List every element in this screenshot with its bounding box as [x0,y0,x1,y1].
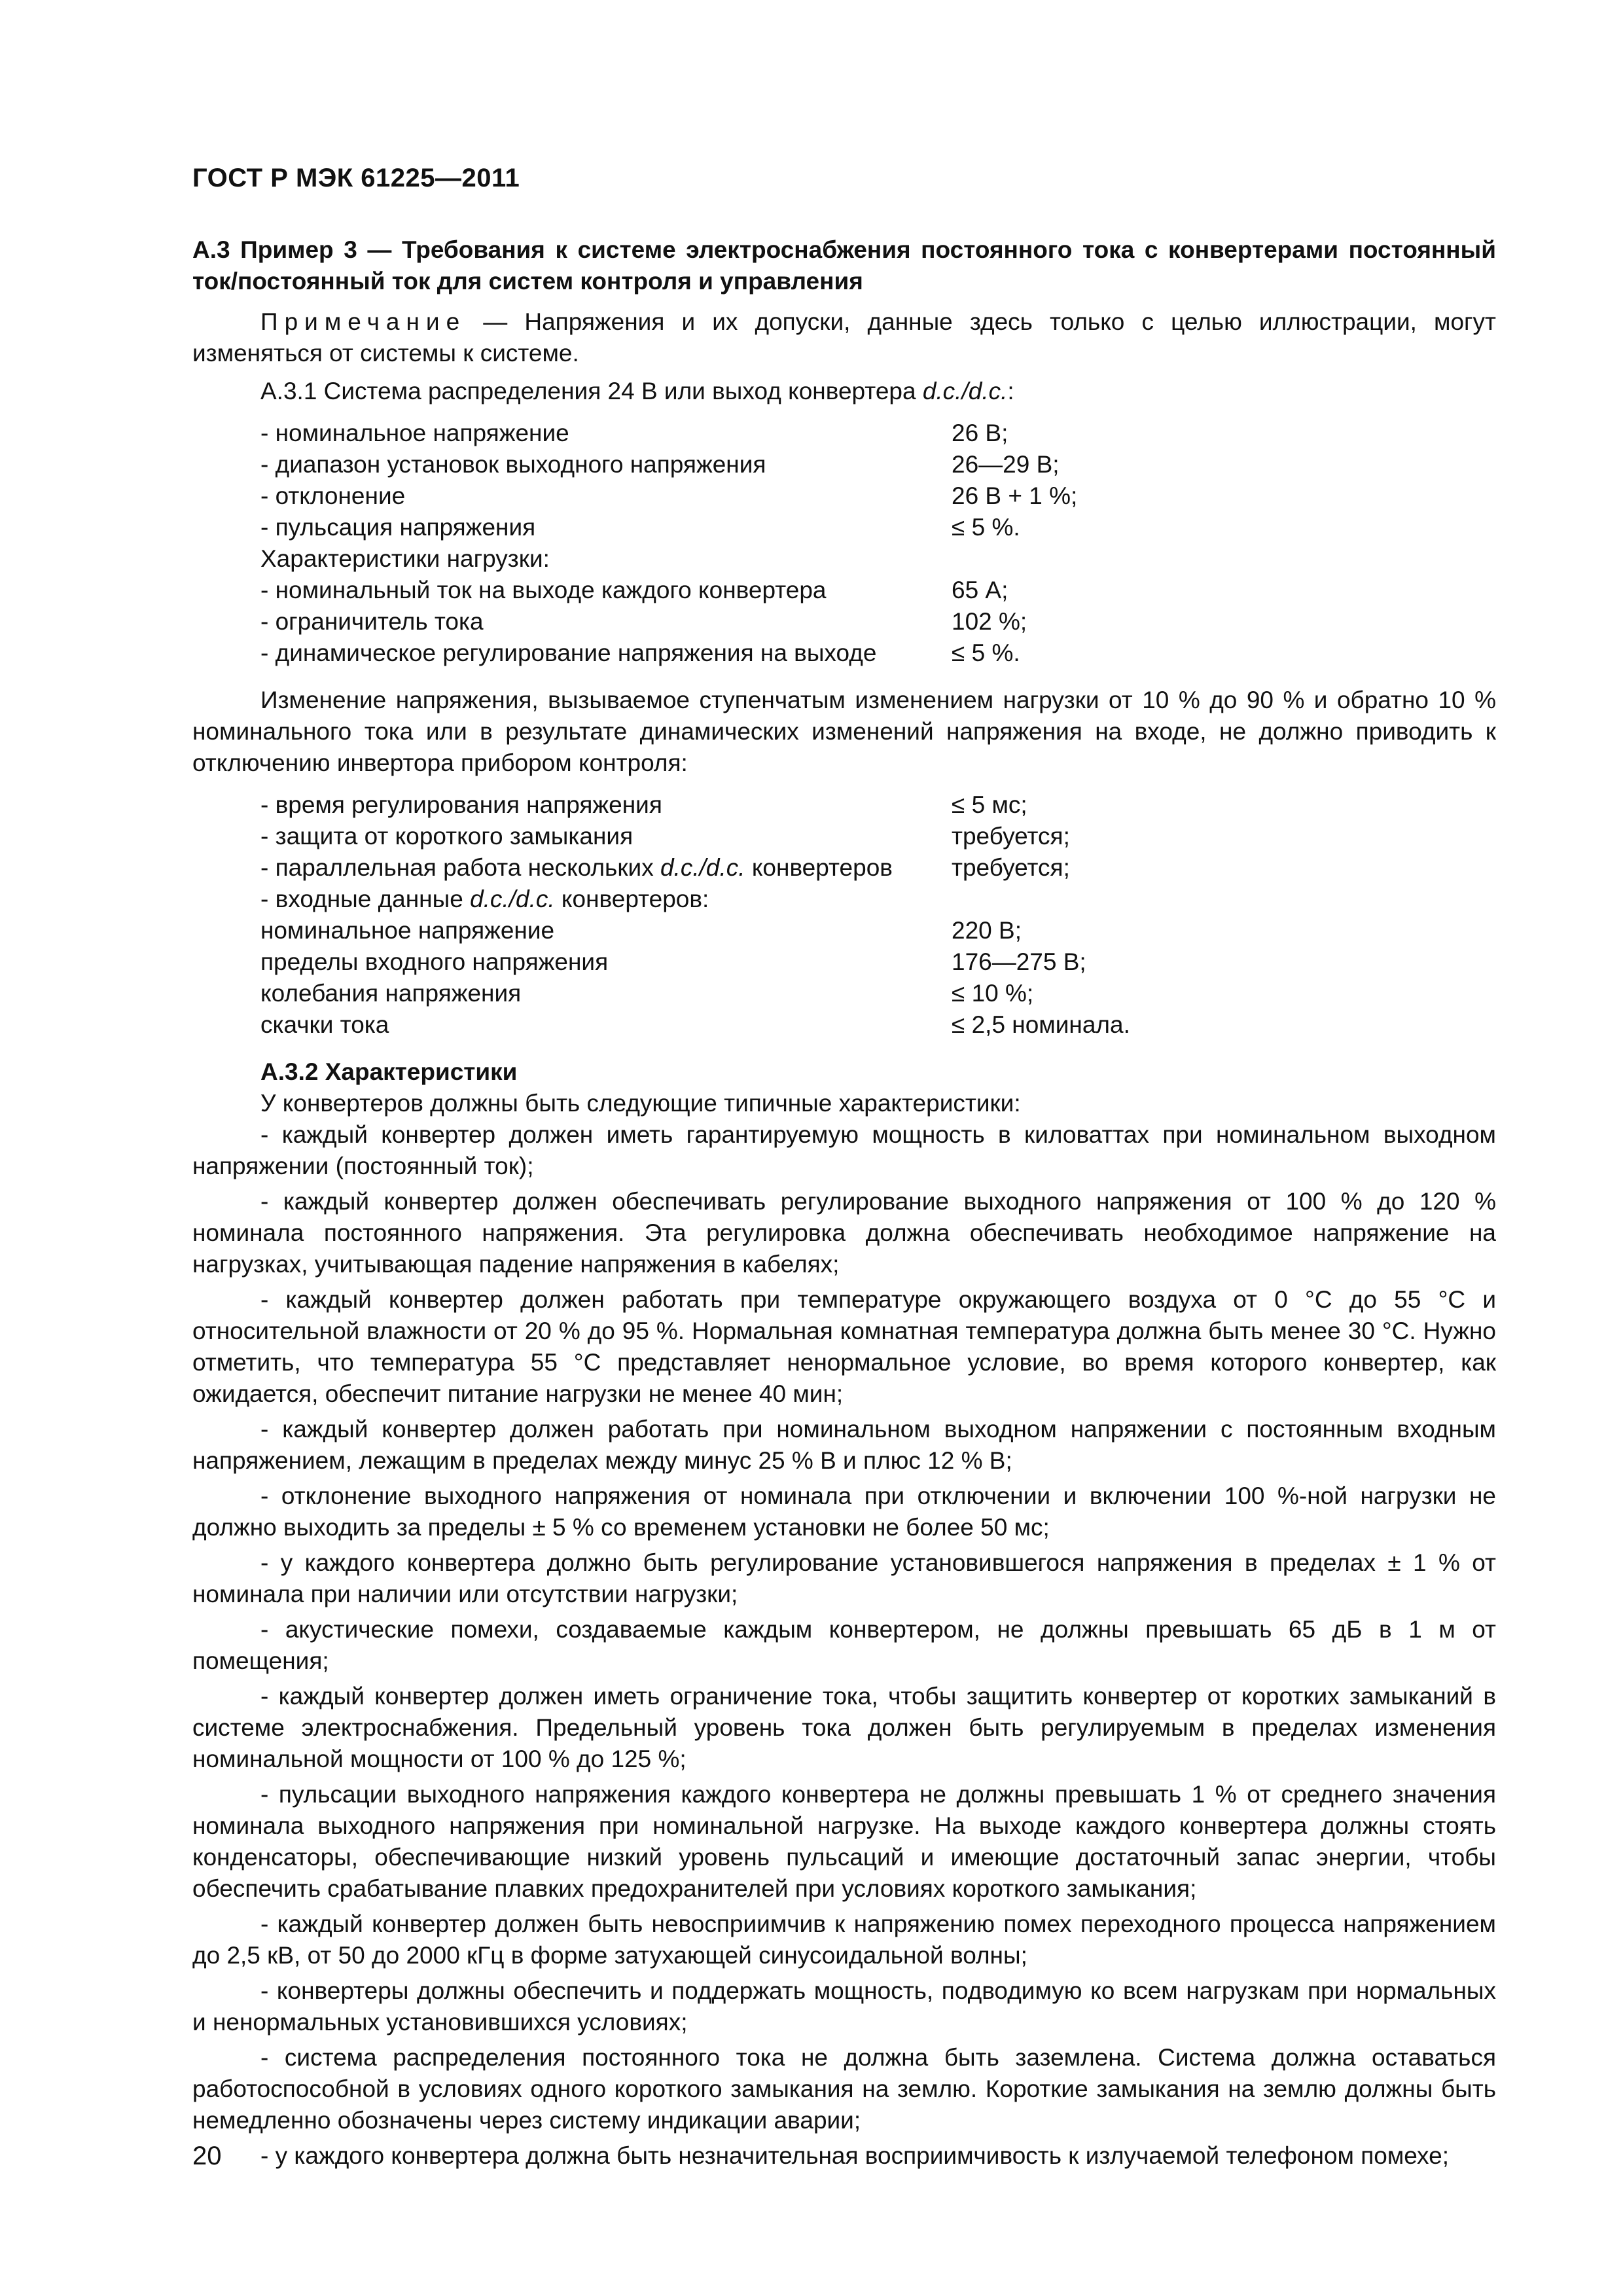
spec-label-part: - входные данные [260,886,471,912]
spec-label: - динамическое регулирование напряжения на выходе [260,639,877,666]
spec-row [192,418,1496,449]
note-paragraph [192,306,1496,369]
list-item: - каждый конвертер должен работать при номинальном выходном напряжении с постоянным входным напряжением, лежащим в пределах между минус 25 % В и плюс 12 % В; [192,1416,1496,1474]
spec-row [192,789,1496,821]
note-text: — Напряжения и их допуски, данные здесь только с целью иллюстрации, могут изменяться от системы к системе. [192,308,1496,367]
spec-value: ≤ 10 %; [952,980,1034,1007]
spec-row [192,512,1496,543]
section-heading: А.3 Пример 3 — Требования к системе электроснабжения постоянного тока с конвертерами постоянный ток/постоянный ток для систем контроля и управления [192,236,1496,295]
spec-label [192,884,952,915]
page-number: 20 [192,2142,222,2170]
list-item: - каждый конвертер должен иметь гарантируемую мощность в киловаттах при номинальном выходном напряжении (постоянный ток); [192,1121,1496,1179]
spec-row [192,821,1496,852]
spec-row [192,480,1496,512]
spec-label-italic: d.c./d.c. [470,886,555,912]
spec-label-part: конвертеров [745,854,893,881]
voltage-change-paragraph: Изменение напряжения, вызываемое ступенчатым изменением нагрузки от 10 % до 90 % и обратно 10 % номинального тока или в результате динамических изменений напряжения на входе, не должно приводить к отключению инвертора прибором контроля: [192,687,1496,776]
list-item: - конвертеры должны обеспечить и поддержать мощность, подводимую ко всем нагрузкам при нормальных и ненормальных установившихся условиях; [192,1977,1496,2036]
spec-row [192,606,1496,637]
spec-label: - номинальное напряжение [260,420,569,446]
spec-label-part: - параллельная работа нескольких [260,854,660,881]
characteristics-intro: У конвертеров должны быть следующие типичные характеристики: [260,1090,1021,1117]
spec-value: ≤ 5 %. [952,639,1020,666]
spec-row [192,449,1496,480]
spec-label: Характеристики нагрузки: [260,545,550,572]
note-lead: Примечание [260,308,467,335]
spec-value: 65 А; [952,577,1008,603]
spec-value: ≤ 5 мс; [952,791,1027,818]
list-item: - каждый конвертер должен обеспечивать регулирование выходного напряжения от 100 % до 120 % номинала постоянного напряжения. Эта регулировка должна обеспечивать необходимое напряжение на нагрузках, учитывающая падение напряжения в кабелях; [192,1188,1496,1278]
spec-label: - время регулирования напряжения [260,791,662,818]
spec-label: - защита от короткого замыкания [260,823,633,850]
spec-label: колебания напряжения [260,980,522,1007]
subsection-heading: А.3.2 Характеристики [260,1058,518,1085]
list-item: - каждый конвертер должен работать при температуре окружающего воздуха от 0 °С до 55 °С и относительной влажности от 20 % до 95 %. Нормальная комнатная температура должна быть менее 30 °С. Нужно отметить, что температура 55 °С представляет ненормальное условие, во время которого конвертер, как ожидается, обеспечит питание нагрузки не менее 40 мин; [192,1286,1496,1407]
page-body [192,234,1496,2176]
a31-intro [192,376,1496,407]
list-item: - отклонение выходного напряжения от номинала при отключении и включении 100 %-ной нагрузки не должно выходить за пределы ± 5 % со временем установки не более 50 мс; [192,1482,1496,1541]
list-item: - у каждого конвертера должно быть регулирование установившегося напряжения в пределах ± 1 % от номинала при наличии или отсутствии нагрузки; [192,1549,1496,1607]
spec-label: скачки тока [260,1011,389,1038]
spec-label-italic: d.c./d.c. [660,854,745,881]
spec-value: 220 В; [952,917,1022,944]
a31-intro-italic: d.c./d.c. [922,378,1008,404]
spec-list-regulation [192,789,1496,1041]
spec-label: номинальное напряжение [260,917,555,944]
spec-list-output [192,418,1496,669]
spec-value: требуется; [952,823,1070,850]
spec-label-part: конвертеров: [554,886,709,912]
list-item: - у каждого конвертера должна быть незначительная восприимчивость к излучаемой телефоном помехе; [260,2142,1449,2169]
spec-row [192,978,1496,1009]
spec-label: - номинальный ток на выходе каждого конвертера [260,577,827,603]
spec-value: требуется; [952,854,1070,881]
spec-value: 26 В + 1 %; [952,482,1078,509]
spec-label: - диапазон установок выходного напряжения [260,451,766,478]
spec-label: - отклонение [260,482,406,509]
spec-row [192,637,1496,669]
spec-row [192,946,1496,978]
spec-value: ≤ 5 %. [952,514,1020,541]
a31-intro-end: : [1007,378,1014,404]
spec-row [192,575,1496,606]
list-item: - система распределения постоянного тока не должна быть заземлена. Система должна оставаться работоспособной в условиях одного короткого замыкания на землю. Короткие замыкания на землю должны быть немедленно обозначены через систему индикации аварии; [192,2044,1496,2134]
spec-row [192,852,1496,884]
list-item: - каждый конвертер должен быть невосприимчив к напряжению помех переходного процесса напряжением до 2,5 кВ, от 50 до 2000 кГц в форме затухающей синусоидальной волны; [192,1910,1496,1969]
spec-label: - ограничитель тока [260,608,484,635]
spec-value [952,543,1496,575]
spec-row [192,915,1496,946]
list-item: - пульсации выходного напряжения каждого конвертера не должны превышать 1 % от среднего значения номинала выходного напряжения при номинальной нагрузке. На выходе каждого конвертера должны стоять конденсаторы, обеспечивающие низкий уровень пульсаций и имеющие достаточный запас энергии, чтобы обеспечить срабатывание плавких предохранителей при условиях короткого замыкания; [192,1781,1496,1902]
spec-row [192,543,1496,575]
spec-value: ≤ 2,5 номинала. [952,1011,1130,1038]
document-header: ГОСТ Р МЭК 61225—2011 [192,164,520,192]
spec-label [192,852,952,884]
spec-value: 26—29 В; [952,451,1060,478]
spec-label: пределы входного напряжения [260,948,609,975]
list-item: - акустические помехи, создаваемые каждым конвертером, не должны превышать 65 дБ в 1 м от помещения; [192,1616,1496,1674]
spec-value: 102 %; [952,608,1027,635]
spec-value: 176—275 В; [952,948,1086,975]
spec-label: - пульсация напряжения [260,514,536,541]
spec-value: 26 В; [952,420,1008,446]
spec-value [952,884,1496,915]
a31-intro-text: А.3.1 Система распределения 24 В или выход конвертера [260,378,923,404]
list-item: - каждый конвертер должен иметь ограничение тока, чтобы защитить конвертер от коротких замыканий в системе электроснабжения. Предельный уровень тока должен быть регулируемым в пределах изменения номинальной мощности от 100 % до 125 %; [192,1683,1496,1772]
spec-row [192,884,1496,915]
spec-row [192,1009,1496,1041]
